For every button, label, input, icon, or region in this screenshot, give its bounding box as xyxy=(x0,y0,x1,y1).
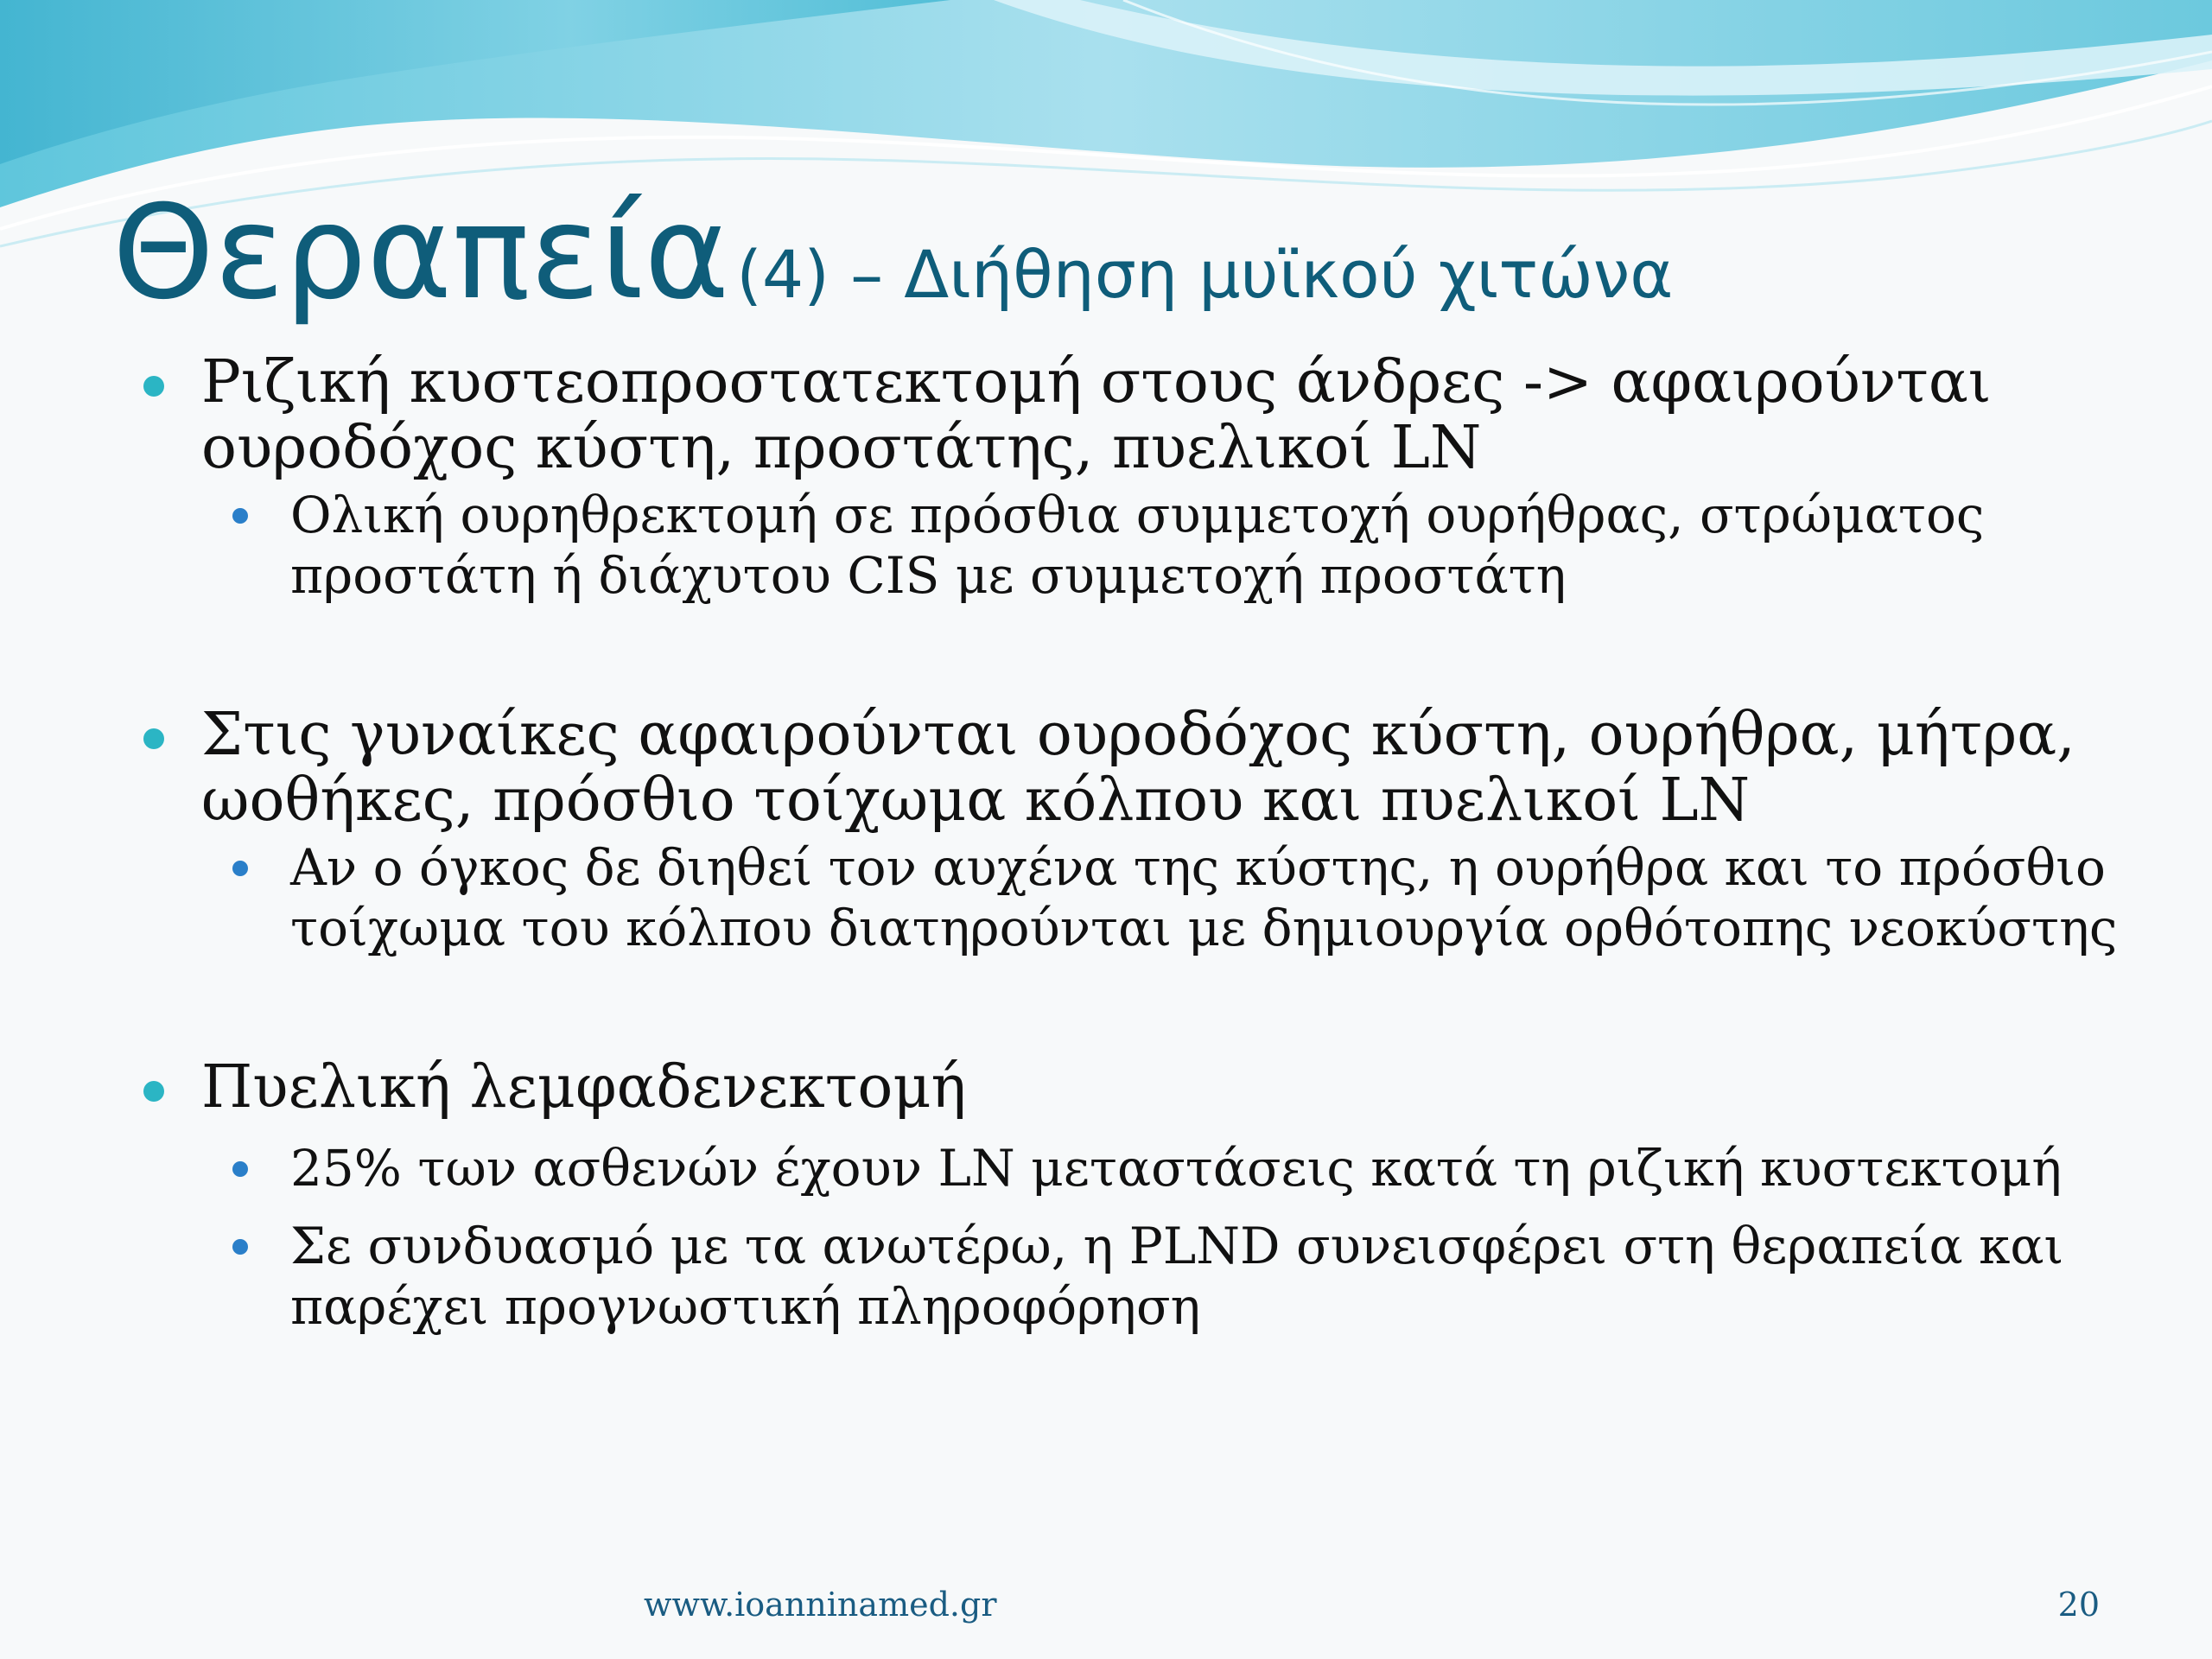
sub-bullet-dot-icon xyxy=(232,1161,248,1177)
bullet-radical-cystoprostatectomy xyxy=(138,350,2126,481)
sub-bullet-ln-metastases xyxy=(227,1138,2126,1198)
sub-bullet-text: Ολική ουρηθρεκτομή σε πρόσθια συμμετοχή ουρήθρας, στρώματος προστάτη ή διάχυτου CIS με συμμετοχή προστάτη xyxy=(290,486,1985,605)
slide-content xyxy=(138,350,2126,1337)
bullet-dot-icon xyxy=(143,728,164,749)
bullet-text: Στις γυναίκες αφαιρούνται ουροδόχος κύστη, ουρήθρα, μήτρα, ωοθήκες, πρόσθιο τοίχωμα κόλπου και πυελικοί LN xyxy=(201,701,2075,835)
bullet-dot-icon xyxy=(143,376,164,397)
page-number: 20 xyxy=(2057,1586,2100,1624)
bullet-dot-icon xyxy=(143,1081,164,1102)
title-main: Θεραπεία xyxy=(112,178,730,328)
footer-url: www.ioanninamed.gr xyxy=(644,1586,997,1624)
bullet-text: Ριζική κυστεοπροστατεκτομή στους άνδρες -> αφαιρούνται ουροδόχος κύστη, προστάτης, πυελικοί LN xyxy=(201,348,1992,482)
title-subtitle: (4) – Διήθηση μυϊκού χιτώνα xyxy=(736,236,1674,313)
sub-bullet-orthotopic-neobladder xyxy=(227,837,2126,958)
sub-bullet-plnd-prognosis xyxy=(227,1216,2126,1337)
bullet-women-removal xyxy=(138,702,2126,834)
sub-bullet-urethrectomy xyxy=(227,485,2126,606)
bullet-pelvic-lymphadenectomy xyxy=(138,1055,2126,1121)
sub-bullet-text: Αν ο όγκος δε διηθεί τον αυχένα της κύστης, η ουρήθρα και το πρόσθιο τοίχωμα του κόλπου διατηρούνται με δημιουργία ορθότοπης νεοκύστης xyxy=(290,838,2118,957)
sub-bullet-text: 25% των ασθενών έχουν LN μεταστάσεις κατά τη ριζική κυστεκτομή xyxy=(290,1139,2063,1198)
slide-title xyxy=(112,178,1674,328)
sub-bullet-dot-icon xyxy=(232,508,248,524)
sub-bullet-dot-icon xyxy=(232,861,248,876)
bullet-text: Πυελική λεμφαδενεκτομή xyxy=(201,1053,967,1122)
sub-bullet-text: Σε συνδυασμό με τα ανωτέρω, η PLND συνεισφέρει στη θεραπεία και παρέχει προγνωστική πληροφόρηση xyxy=(290,1217,2064,1336)
sub-bullet-dot-icon xyxy=(232,1239,248,1255)
